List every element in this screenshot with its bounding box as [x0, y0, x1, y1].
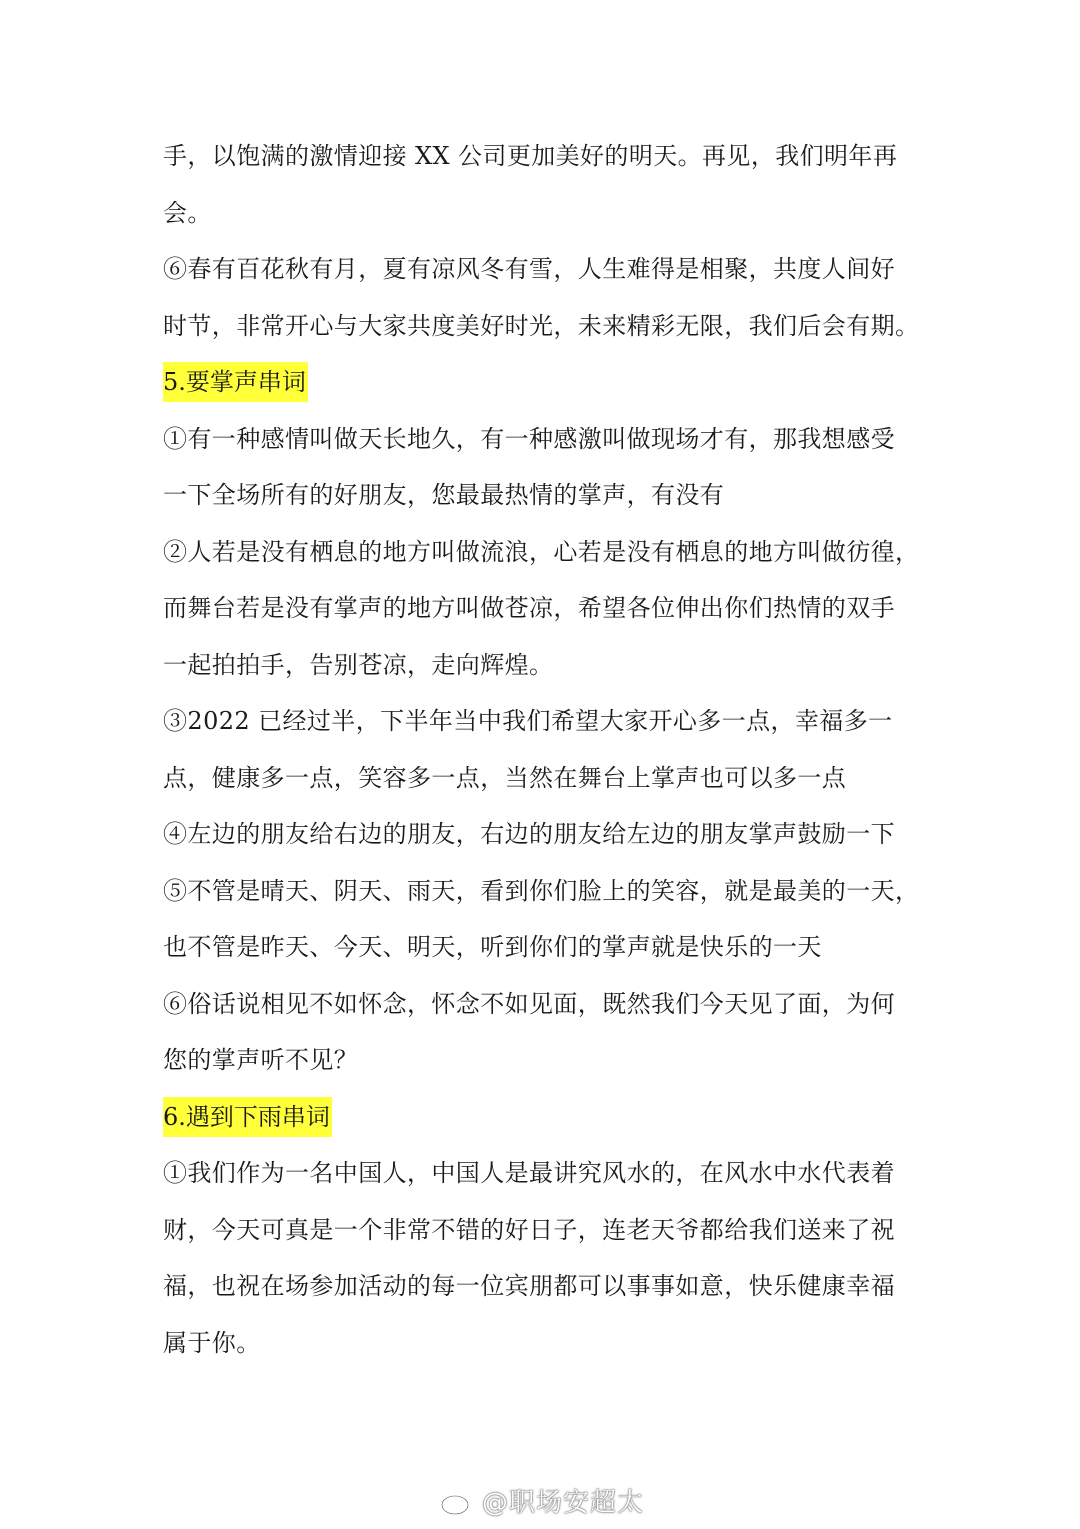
paragraph-3 — [163, 411, 923, 524]
weibo-logo-icon — [440, 1486, 476, 1516]
text-line: ⑤不管是晴天、阴天、雨天，看到你们脸上的笑容，就是最美的一天， — [163, 876, 920, 905]
text-line: ⑥春有百花秋有月，夏有凉风冬有雪，人生难得是相聚，共度人间好 — [163, 255, 895, 283]
paragraph-5 — [163, 693, 923, 806]
text-line: 时节，非常开心与大家共度美好时光，未来精彩无限，我们后会有期。 — [163, 311, 920, 340]
text-line: ②人若是没有栖息的地方叫做流浪，心若是没有栖息的地方叫做彷徨， — [163, 537, 920, 566]
text-line: 一起拍拍手，告别苍凉，走向辉煌。 — [163, 650, 554, 679]
paragraph-10 — [163, 1145, 923, 1371]
paragraph-8 — [163, 976, 923, 1089]
text-line: 而舞台若是没有掌声的地方叫做苍凉，希望各位伸出你们热情的双手 — [163, 594, 895, 622]
text-line: ③2022 已经过半，下半年当中我们希望大家开心多一点，幸福多一 — [163, 707, 893, 735]
text-line: ④左边的朋友给右边的朋友，右边的朋友给左边的朋友掌声鼓励一下 — [163, 820, 895, 848]
paragraph-4 — [163, 524, 923, 694]
text-line: 会。 — [163, 198, 212, 227]
text-line: 您的掌声听不见？ — [163, 1046, 359, 1074]
paragraph-0 — [163, 128, 923, 241]
text-line: ①我们作为一名中国人，中国人是最讲究风水的，在风水中水代表着 — [163, 1159, 895, 1187]
text-line: ①有一种感情叫做天长地久，有一种感激叫做现场才有，那我想感受 — [163, 424, 895, 453]
text-line: 点，健康多一点，笑容多一点，当然在舞台上掌声也可以多一点 — [163, 763, 847, 792]
text-line: ⑥俗话说相见不如怀念，怀念不如见面，既然我们今天见了面，为何 — [163, 989, 895, 1018]
document-body — [163, 128, 923, 1371]
highlighted-heading: 6.遇到下雨串词 — [163, 1097, 332, 1137]
text-line: 也不管是昨天、今天、明天，听到你们的掌声就是快乐的一天 — [163, 933, 822, 961]
text-line: 属于你。 — [163, 1328, 261, 1357]
watermark — [440, 1482, 644, 1519]
section-heading-5 — [163, 354, 923, 411]
text-line: 财，今天可真是一个非常不错的好日子，连老天爷都给我们送来了祝 — [163, 1215, 895, 1244]
text-line: 手，以饱满的激情迎接 XX 公司更加美好的明天。再见，我们明年再 — [163, 142, 898, 170]
text-line: 福，也祝在场参加活动的每一位宾朋都可以事事如意，快乐健康幸福 — [163, 1272, 895, 1300]
paragraph-7 — [163, 863, 923, 976]
highlighted-heading: 5.要掌声串词 — [163, 362, 308, 402]
section-heading-6 — [163, 1089, 923, 1146]
text-line: 一下全场所有的好朋友，您最最热情的掌声，有没有 — [163, 481, 725, 509]
paragraph-6 — [163, 806, 923, 863]
watermark-text: @职场安超太 — [482, 1488, 645, 1518]
paragraph-1 — [163, 241, 923, 354]
